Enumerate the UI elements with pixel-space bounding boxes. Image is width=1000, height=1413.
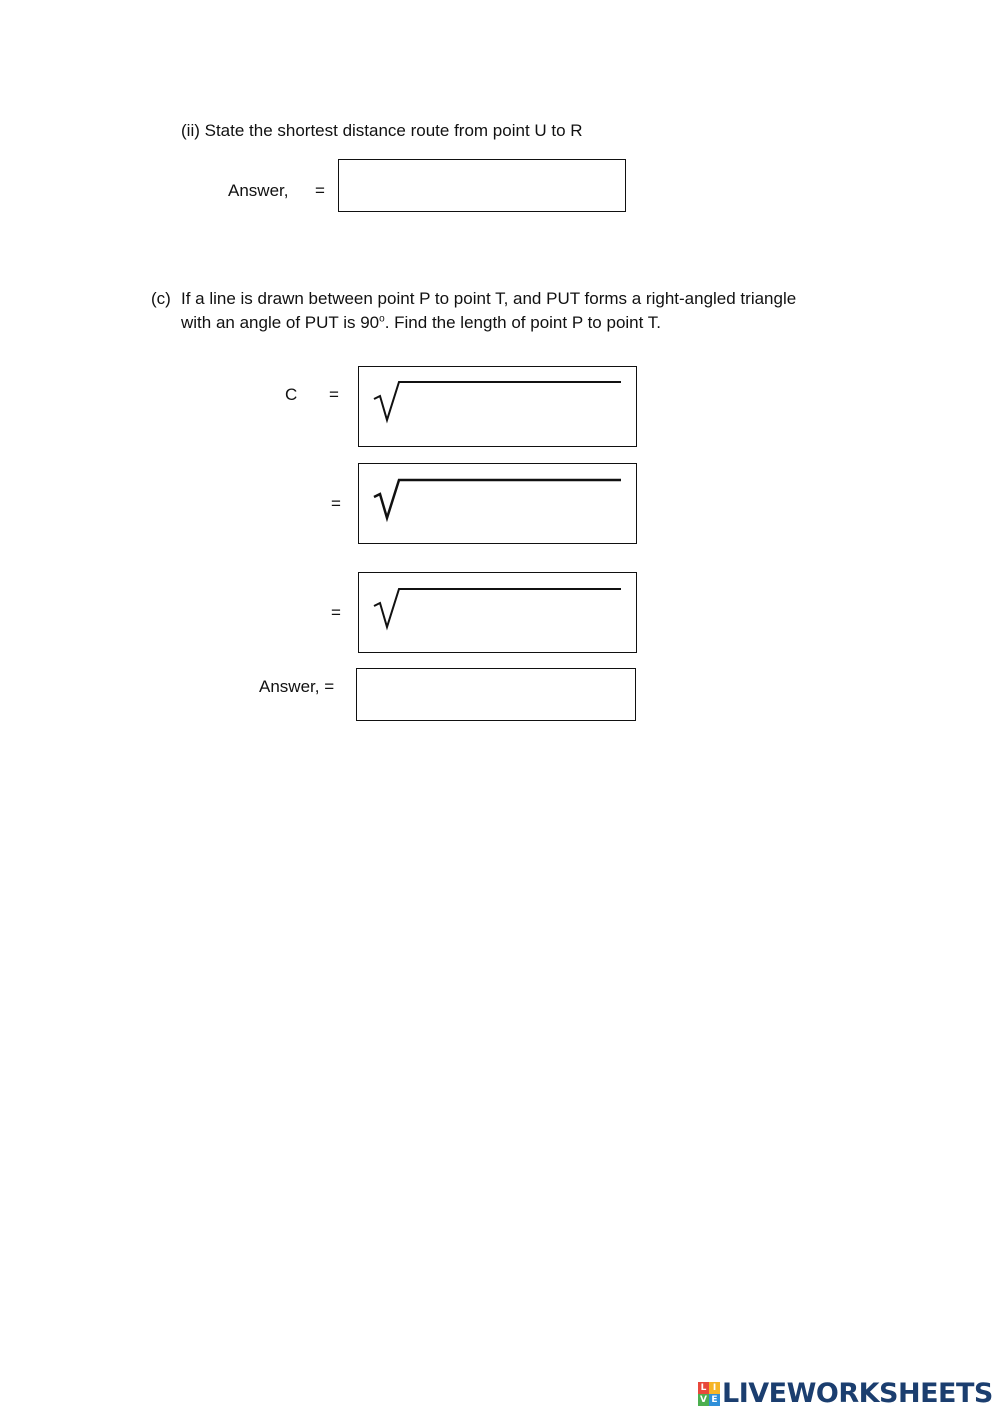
logo-letter-v: V xyxy=(698,1394,709,1406)
question-c-line-2 xyxy=(181,311,661,335)
question-c-line-2-start: with an angle of PUT is 90 xyxy=(181,313,380,332)
liveworksheets-logo xyxy=(698,1377,993,1411)
answer-label-ii: Answer, xyxy=(228,181,289,200)
logo-letter-i: I xyxy=(709,1382,720,1394)
answer-input-c[interactable] xyxy=(356,668,636,721)
question-c-line-2-end: . Find the length of point P to point T. xyxy=(384,313,661,332)
answer-label-c: Answer, = xyxy=(259,677,335,696)
logo-letter-l: L xyxy=(698,1382,709,1394)
sqrt-input-row-2[interactable] xyxy=(358,463,637,544)
equals-sign-row-2: = xyxy=(331,494,341,513)
logo-letter-e: E xyxy=(709,1394,720,1406)
question-ii-prompt: (ii) State the shortest distance route from point U to R xyxy=(181,121,583,140)
logo-wordmark: LIVEWORKSHEETS xyxy=(722,1378,993,1409)
c-variable-label: C xyxy=(285,385,298,404)
equals-sign-ii: = xyxy=(315,181,325,200)
sqrt-input-row-1[interactable] xyxy=(358,366,637,447)
equals-sign-row-3: = xyxy=(331,603,341,622)
square-root-icon xyxy=(359,367,638,448)
square-root-icon xyxy=(359,464,638,545)
logo-grid-icon xyxy=(698,1382,720,1406)
square-root-icon xyxy=(359,573,638,654)
degree-symbol: o xyxy=(379,313,385,325)
question-c-line-1: If a line is drawn between point P to point T, and PUT forms a right-angled triangle xyxy=(181,289,797,308)
equals-sign-row-1: = xyxy=(329,385,339,404)
sqrt-input-row-3[interactable] xyxy=(358,572,637,653)
question-c-marker: (c) xyxy=(151,289,171,308)
answer-input-ii[interactable] xyxy=(338,159,626,212)
